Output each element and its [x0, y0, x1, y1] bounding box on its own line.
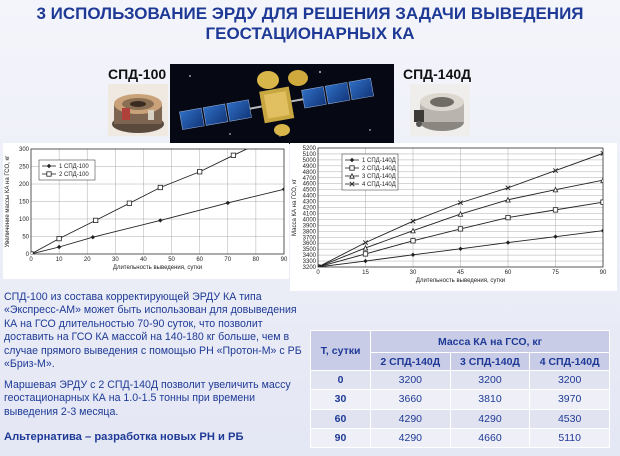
y-tick-label: 3900	[302, 223, 316, 230]
table-cell: 3200	[530, 371, 610, 390]
data-point	[363, 252, 367, 256]
data-point	[553, 234, 557, 238]
data-point	[601, 178, 605, 182]
table-subheader: 3 СПД-140Д	[450, 353, 530, 371]
legend-entry: 2 СПД-140Д	[362, 166, 396, 172]
y-tick-label: 3800	[302, 229, 316, 236]
satellite-photo	[170, 64, 394, 144]
series-line	[31, 189, 284, 254]
slide-title	[10, 4, 610, 44]
x-tick-label: 20	[83, 257, 91, 263]
x-tick-label: 30	[409, 270, 417, 276]
legend-marker	[350, 166, 354, 170]
x-tick-label: 30	[111, 257, 119, 263]
table-cell: 3200	[450, 371, 530, 390]
table-header-mass: Масса КА на ГСО, кг	[371, 331, 610, 353]
y-tick-label: 150	[18, 199, 29, 206]
data-point	[458, 247, 462, 251]
table-cell: 3970	[530, 390, 610, 409]
table-cell-time: 0	[311, 371, 371, 390]
x-tick-label: 0	[29, 257, 33, 263]
data-point	[506, 240, 510, 244]
paragraph-spd100: СПД-100 из состава корректирующей ЭРДУ КА типа «Экспресс-АМ» может быть использован для довыведения КА на ГСО длительностью 70-90 суток, что позволит доставить на ГСО КА массой на 140-180 кг больше, чем в случае прямого выведения с помощью РН «Протон-М» с РБ «Бриз-М».	[4, 291, 302, 371]
data-point	[553, 208, 557, 212]
chart-spd140d-svg	[290, 143, 617, 291]
y-axis-label: Увеличение массы КА на ГСО, кг	[5, 155, 11, 248]
data-point	[458, 227, 462, 231]
data-point	[57, 245, 61, 249]
legend-entry: 2 СПД-100	[59, 172, 89, 178]
x-tick-label: 45	[457, 270, 464, 276]
chart-spd100	[3, 143, 289, 279]
table-row	[311, 371, 610, 390]
y-tick-label: 5000	[302, 157, 316, 164]
data-point	[411, 253, 415, 257]
y-tick-label: 4100	[302, 211, 316, 218]
table-cell: 4530	[530, 409, 610, 428]
table-cell: 4290	[450, 409, 530, 428]
x-axis-label: Длительность выведения, сутки	[112, 265, 203, 271]
title-line-1: 3 ИСПОЛЬЗОВАНИЕ ЭРДУ ДЛЯ РЕШЕНИЯ ЗАДАЧИ ВЫВЕДЕНИЯ	[36, 4, 584, 23]
data-point	[601, 229, 605, 233]
y-tick-label: 0	[25, 252, 29, 258]
table-cell: 4660	[450, 428, 530, 447]
x-tick-label: 40	[140, 257, 147, 263]
series-diamond	[29, 187, 286, 256]
data-point	[282, 187, 286, 191]
data-point	[506, 215, 510, 219]
spd140d-label: СПД-140Д	[403, 66, 472, 82]
table-subheader: 4 СПД-140Д	[530, 353, 610, 371]
data-point	[506, 198, 510, 202]
mass-table	[310, 330, 610, 448]
x-tick-label: 90	[599, 270, 607, 276]
x-tick-label: 10	[55, 257, 63, 263]
legend-marker	[47, 172, 51, 176]
spd140d-engine-photo	[410, 84, 470, 136]
y-tick-label: 4000	[302, 217, 316, 224]
table-row	[311, 390, 610, 409]
data-point	[197, 170, 201, 174]
y-tick-label: 3700	[302, 235, 316, 242]
y-tick-label: 4900	[302, 163, 316, 170]
data-point	[363, 246, 367, 250]
y-tick-label: 4600	[302, 181, 316, 188]
data-point	[363, 259, 367, 263]
data-point	[57, 236, 61, 240]
data-point	[231, 153, 235, 157]
y-tick-label: 100	[18, 217, 29, 223]
y-tick-label: 5100	[302, 151, 316, 158]
chart-spd100-svg	[3, 143, 289, 279]
y-tick-label: 4500	[302, 187, 316, 194]
chart-spd140d	[290, 143, 617, 291]
data-point	[91, 235, 95, 239]
table-cell: 3660	[371, 390, 451, 409]
y-tick-label: 250	[18, 164, 29, 171]
y-tick-label: 4400	[302, 193, 316, 200]
x-axis-label: Длительность выведения, сутки	[415, 278, 506, 284]
chart-legend	[39, 160, 95, 180]
y-tick-label: 4800	[302, 169, 316, 176]
data-point	[127, 201, 131, 205]
y-tick-label: 4300	[302, 199, 316, 206]
x-tick-label: 70	[224, 257, 232, 263]
data-point	[458, 212, 462, 216]
data-point	[411, 229, 415, 233]
table-cell-time: 60	[311, 409, 371, 428]
y-tick-label: 3400	[302, 253, 316, 260]
data-point	[158, 185, 162, 189]
table-subheader: 2 СПД-140Д	[371, 353, 451, 371]
y-tick-label: 300	[18, 147, 29, 153]
x-tick-label: 50	[168, 257, 175, 263]
y-tick-label: 50	[22, 234, 29, 241]
title-line-2: ГЕОСТАЦИОНАРНЫХ КА	[205, 24, 415, 43]
y-tick-label: 3600	[302, 241, 316, 248]
table-cell-time: 90	[311, 428, 371, 447]
legend-entry: 3 СПД-140Д	[362, 174, 396, 180]
table-cell: 4290	[371, 428, 451, 447]
x-tick-label: 75	[552, 270, 559, 276]
data-point	[553, 187, 557, 191]
x-tick-label: 60	[504, 270, 512, 276]
spd100-engine-photo	[108, 84, 168, 136]
y-tick-label: 3300	[302, 259, 316, 266]
alternative-note: Альтернатива – разработка новых РН и РБ	[4, 431, 244, 443]
y-tick-label: 200	[18, 182, 29, 188]
table-cell: 3200	[371, 371, 451, 390]
table-header-time: Т, сутки	[311, 331, 371, 371]
table-cell: 5110	[530, 428, 610, 447]
legend-entry: 1 СПД-100	[59, 164, 89, 170]
chart-legend	[342, 154, 398, 190]
x-tick-label: 80	[252, 257, 260, 263]
x-tick-label: 0	[316, 270, 320, 276]
y-tick-label: 3200	[302, 265, 316, 271]
table-cell-time: 30	[311, 390, 371, 409]
y-tick-label: 5200	[302, 146, 316, 152]
x-tick-label: 60	[196, 257, 204, 263]
table-row	[311, 409, 610, 428]
data-point	[411, 239, 415, 243]
data-point	[93, 218, 97, 222]
x-tick-label: 90	[280, 257, 288, 263]
y-axis-label: Масса КА на ГСО, кг	[292, 179, 298, 236]
spd100-label: СПД-100	[108, 66, 167, 82]
y-tick-label: 4700	[302, 175, 316, 182]
data-point	[601, 200, 605, 204]
table-row	[311, 428, 610, 447]
y-tick-label: 4200	[302, 205, 316, 212]
legend-entry: 4 СПД-140Д	[362, 182, 396, 188]
legend-entry: 1 СПД-140Д	[362, 158, 396, 164]
table-cell: 4290	[371, 409, 451, 428]
paragraph-spd140d: Маршевая ЭРДУ с 2 СПД-140Д позволит увеличить массу геостационарных КА на 1.0-1.5 тонны при времени выведения 2-3 месяца.	[4, 379, 291, 418]
x-tick-label: 15	[362, 270, 369, 276]
y-tick-label: 3500	[302, 247, 316, 254]
table-cell: 3810	[450, 390, 530, 409]
